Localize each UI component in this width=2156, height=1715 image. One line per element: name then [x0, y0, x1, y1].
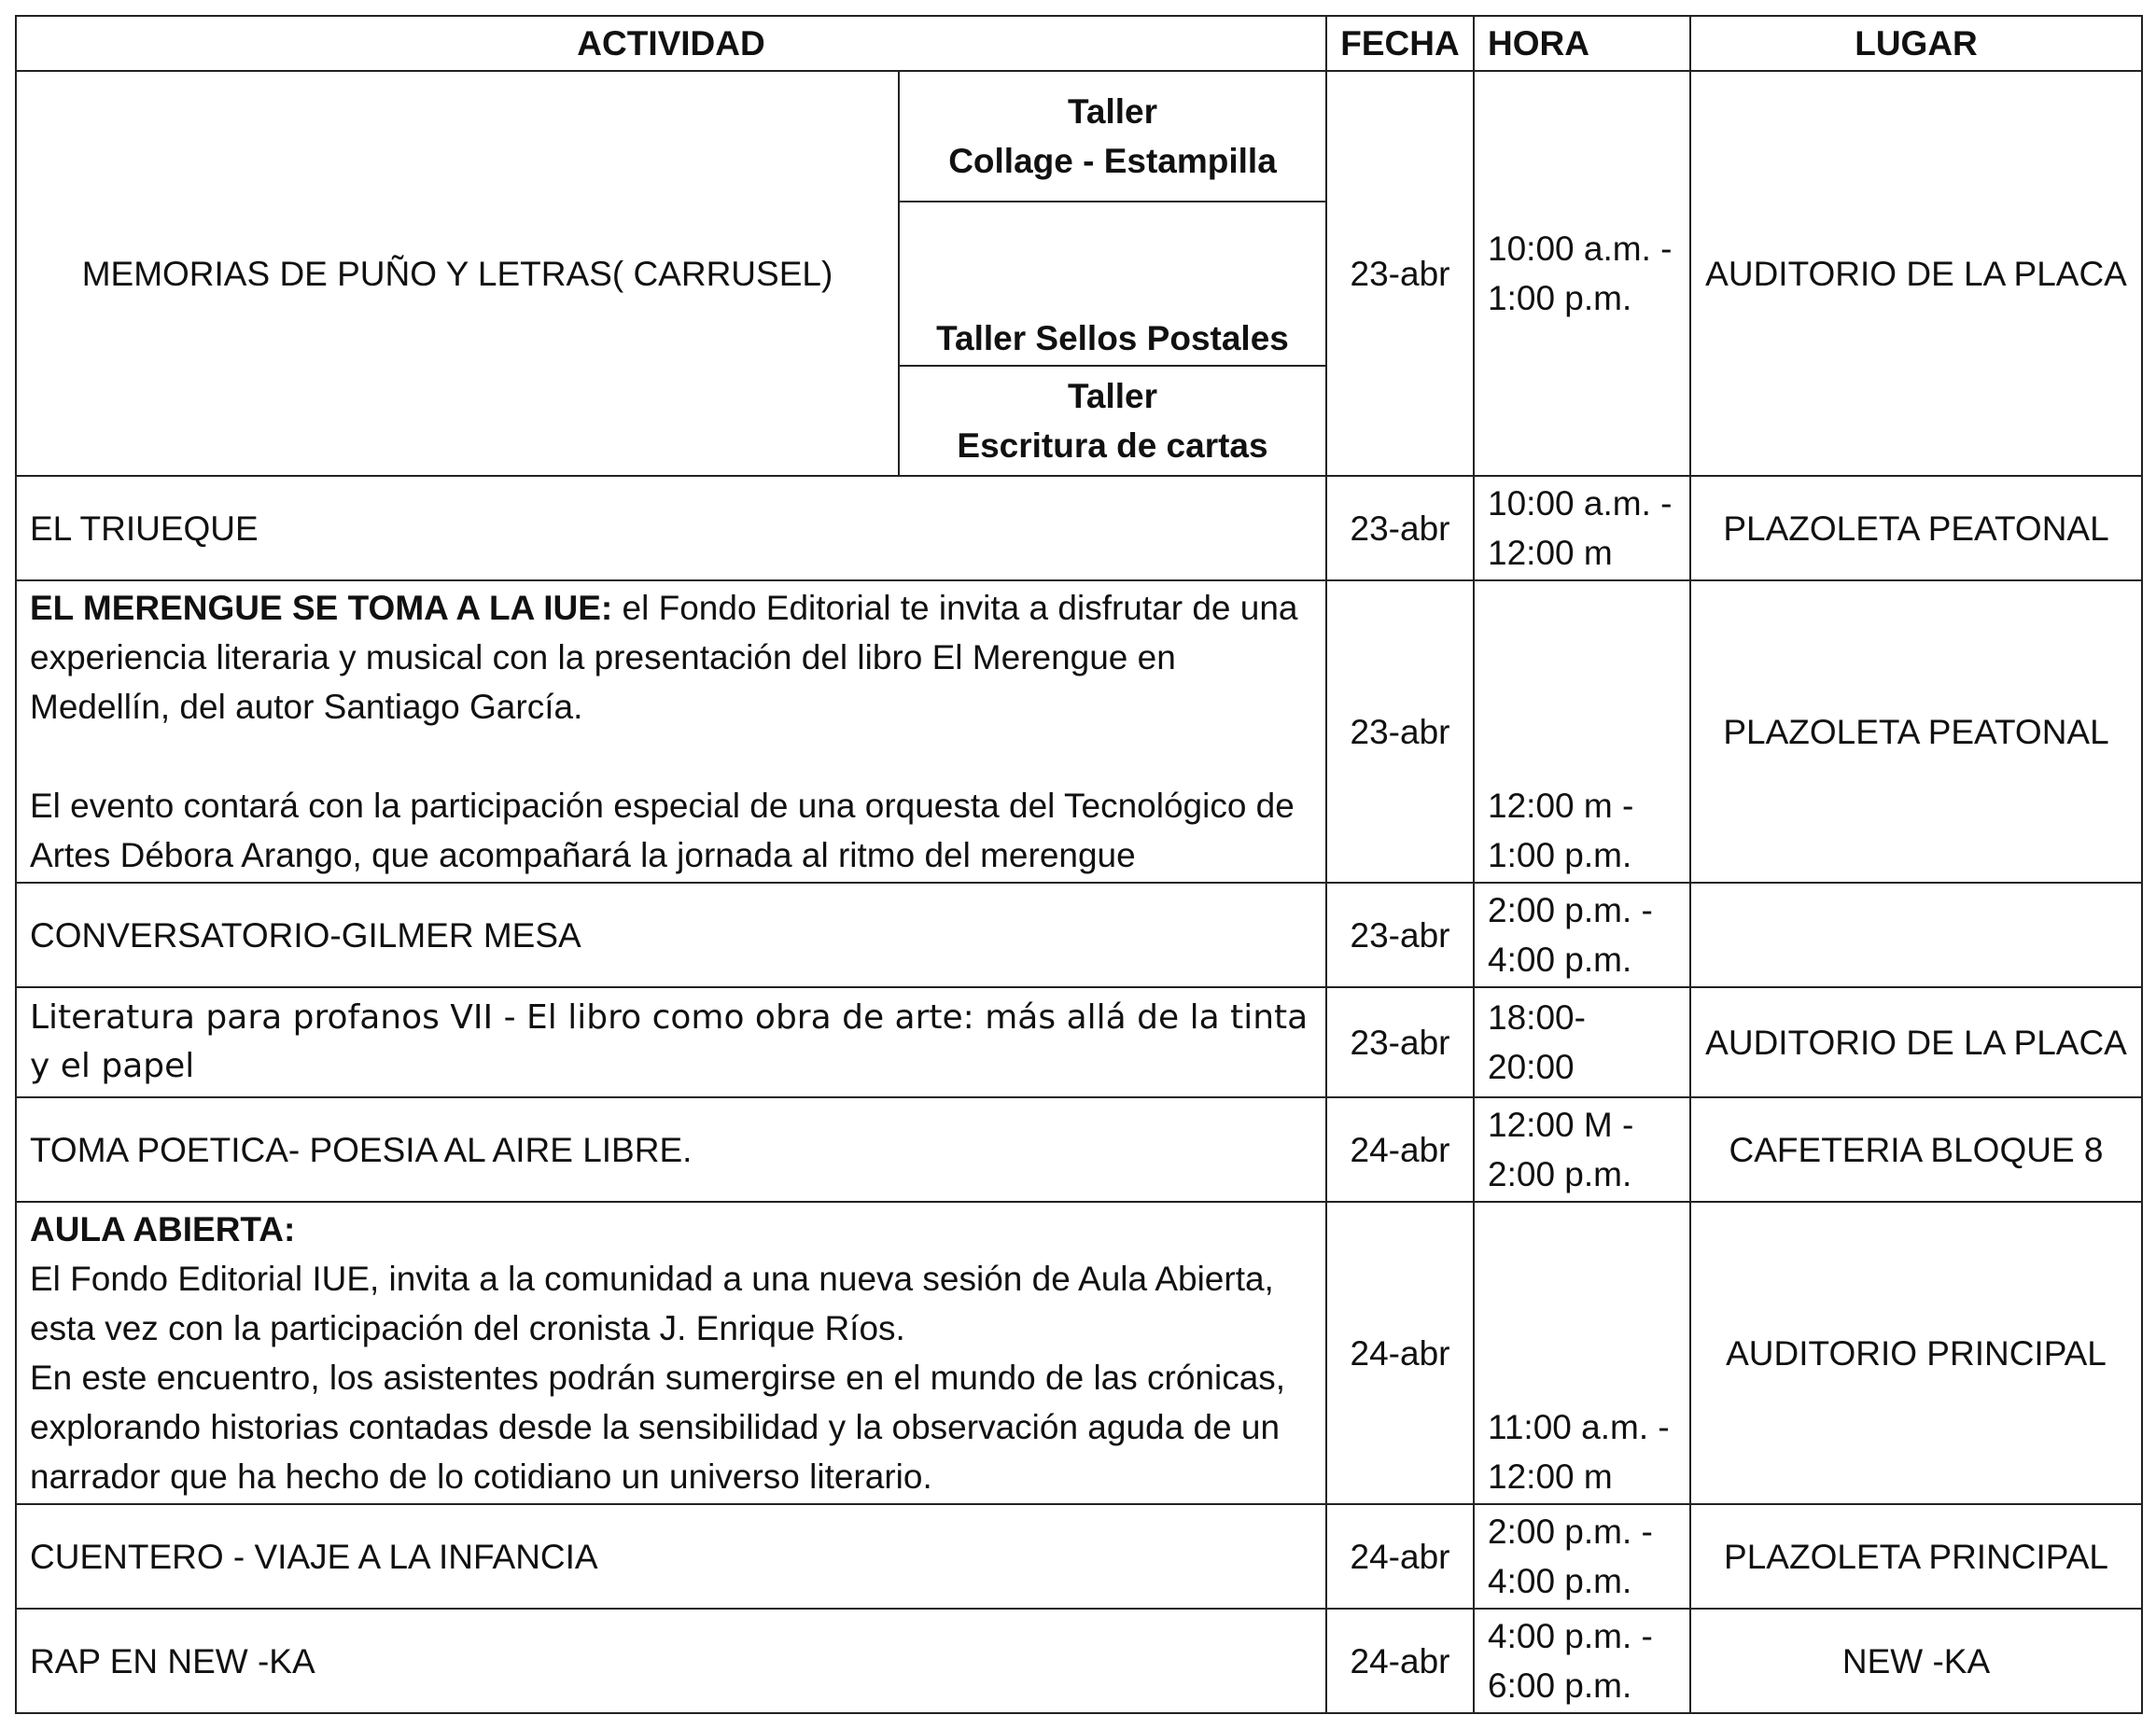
- time-cell: [1474, 883, 1690, 987]
- time-end: 6:00 p.m.: [1488, 1666, 1632, 1705]
- time-start: 2:00 p.m. -: [1488, 891, 1653, 929]
- place-cell: PLAZOLETA PEATONAL: [1690, 476, 2142, 580]
- taller-sellos-cell: Taller Sellos Postales: [899, 202, 1326, 366]
- header-row: [16, 16, 2142, 71]
- taller-label: Taller: [1068, 92, 1157, 131]
- time-end: 1:00 p.m.: [1488, 836, 1632, 874]
- table-row: [16, 1202, 2142, 1504]
- schedule-table: [15, 15, 2143, 1714]
- time-end: 4:00 p.m.: [1488, 1562, 1632, 1600]
- time-start: 10:00 a.m. -: [1488, 484, 1673, 523]
- table-row: [16, 987, 2142, 1097]
- date-cell: 24-abr: [1326, 1609, 1474, 1713]
- activity-cell: [16, 1202, 1326, 1504]
- taller-collage-cell: [899, 71, 1326, 202]
- time-end: 20:00: [1488, 1048, 1575, 1086]
- activity-title: EL MERENGUE SE TOMA A LA IUE:: [30, 589, 613, 627]
- table-row: [16, 1609, 2142, 1713]
- activity-cell: MEMORIAS DE PUÑO Y LETRAS( CARRUSEL): [16, 71, 899, 476]
- place-cell: AUDITORIO PRINCIPAL: [1690, 1202, 2142, 1504]
- time-start: 12:00 M -: [1488, 1106, 1634, 1144]
- activity-cell: CONVERSATORIO-GILMER MESA: [16, 883, 1326, 987]
- time-cell: [1474, 476, 1690, 580]
- date-cell: 23-abr: [1326, 987, 1474, 1097]
- time-start: 4:00 p.m. -: [1488, 1617, 1653, 1655]
- activity-description-2: En este encuentro, los asistentes podrán sumergirse en el mundo de las crónicas, explorando historias contadas desde la sensibilidad y la observación aguda de un narrador que ha hecho de lo cotidiano un universo literario.: [30, 1359, 1286, 1496]
- activity-description-2: El evento contará con la participación especial de una orquesta del Tecnológico de Artes Débora Arango, que acompañará la jornada al ritmo del merengue: [30, 787, 1295, 874]
- place-cell: CAFETERIA BLOQUE 8: [1690, 1097, 2142, 1202]
- taller-name: Escritura de cartas: [957, 426, 1268, 465]
- header-actividad: ACTIVIDAD: [16, 16, 1326, 71]
- table-row: [16, 580, 2142, 883]
- table-row: [16, 71, 2142, 202]
- header-lugar: LUGAR: [1690, 16, 2142, 71]
- table-row: [16, 1097, 2142, 1202]
- activity-cell: EL TRIUEQUE: [16, 476, 1326, 580]
- time-cell: [1474, 71, 1690, 476]
- time-start: 18:00-: [1488, 998, 1586, 1037]
- activity-cell: TOMA POETICA- POESIA AL AIRE LIBRE.: [16, 1097, 1326, 1202]
- activity-description: El Fondo Editorial IUE, invita a la comunidad a una nueva sesión de Aula Abierta, esta vez con la participación del cronista J. Enrique Ríos.: [30, 1260, 1274, 1347]
- date-cell: 24-abr: [1326, 1097, 1474, 1202]
- time-cell: [1474, 580, 1690, 883]
- place-cell: AUDITORIO DE LA PLACA: [1690, 71, 2142, 476]
- date-cell: 24-abr: [1326, 1202, 1474, 1504]
- time-end: 4:00 p.m.: [1488, 941, 1632, 979]
- time-end: 2:00 p.m.: [1488, 1155, 1632, 1193]
- activity-description: el Fondo Editorial te invita a disfrutar de una experiencia literaria y musical con la presentación del libro El Merengue en Medellín, del autor Santiago García.: [30, 589, 1298, 726]
- activity-title: AULA ABIERTA:: [30, 1210, 296, 1248]
- taller-label: Taller: [1068, 377, 1157, 415]
- time-end: 12:00 m: [1488, 1457, 1613, 1496]
- table-row: [16, 476, 2142, 580]
- time-cell: [1474, 987, 1690, 1097]
- place-cell: PLAZOLETA PRINCIPAL: [1690, 1504, 2142, 1609]
- table-row: [16, 1504, 2142, 1609]
- taller-name: Collage - Estampilla: [948, 142, 1277, 180]
- date-cell: 23-abr: [1326, 476, 1474, 580]
- place-cell: NEW -KA: [1690, 1609, 2142, 1713]
- time-cell: [1474, 1609, 1690, 1713]
- time-start: 10:00 a.m. -: [1488, 230, 1673, 268]
- date-cell: 23-abr: [1326, 71, 1474, 476]
- time-cell: [1474, 1504, 1690, 1609]
- header-hora: HORA: [1474, 16, 1690, 71]
- time-end: 12:00 m: [1488, 534, 1613, 572]
- date-cell: 23-abr: [1326, 580, 1474, 883]
- taller-escritura-cell: [899, 366, 1326, 476]
- time-start: 12:00 m -: [1488, 787, 1634, 825]
- time-cell: [1474, 1097, 1690, 1202]
- activity-cell: RAP EN NEW -KA: [16, 1609, 1326, 1713]
- time-start: 2:00 p.m. -: [1488, 1513, 1653, 1551]
- date-cell: 23-abr: [1326, 883, 1474, 987]
- time-cell: [1474, 1202, 1690, 1504]
- place-cell: [1690, 883, 2142, 987]
- activity-cell: [16, 580, 1326, 883]
- table-row: [16, 883, 2142, 987]
- time-end: 1:00 p.m.: [1488, 279, 1632, 317]
- header-fecha: FECHA: [1326, 16, 1474, 71]
- place-cell: PLAZOLETA PEATONAL: [1690, 580, 2142, 883]
- date-cell: 24-abr: [1326, 1504, 1474, 1609]
- activity-cell: CUENTERO - VIAJE A LA INFANCIA: [16, 1504, 1326, 1609]
- activity-cell: Literatura para profanos VII - El libro como obra de arte: más allá de la tinta y el papel: [16, 987, 1326, 1097]
- place-cell: AUDITORIO DE LA PLACA: [1690, 987, 2142, 1097]
- time-start: 11:00 a.m. -: [1488, 1408, 1670, 1446]
